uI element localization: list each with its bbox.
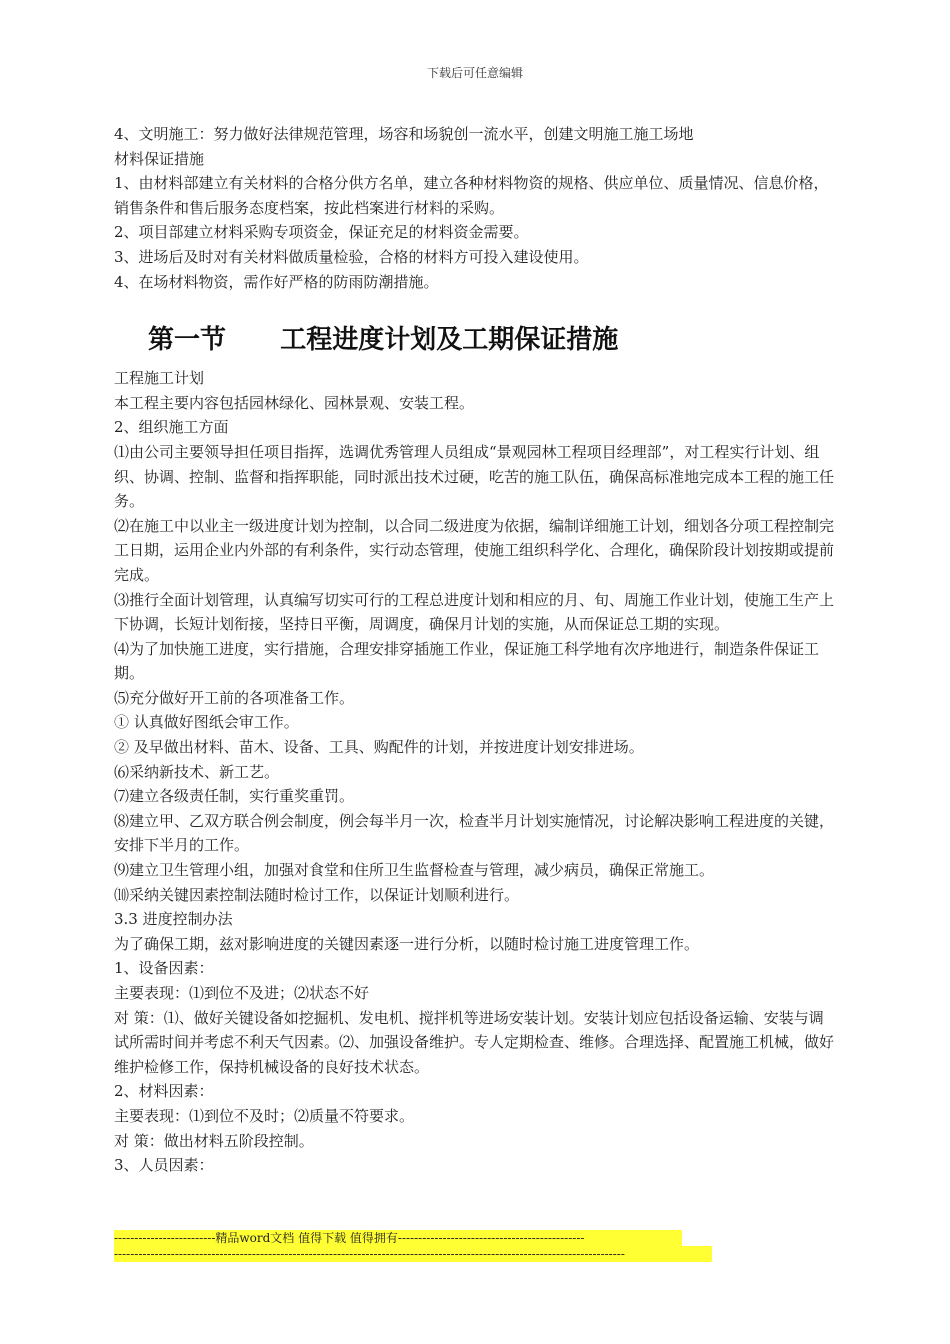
paragraph: ⑼建立卫生管理小组，加强对食堂和住所卫生监督检查与管理，减少病员，确保正常施工。 — [114, 861, 715, 880]
paragraph: 1、由材料部建立有关材料的合格分供方名单，建立各种材料物资的规格、供应单位、质量情况、信息价格，销售条件和售后服务态度档案，按此档案进行材料的采购。 — [114, 174, 829, 217]
paragraph: ⑵在施工中以业主一级进度计划为控制，以合同二级进度为依据，编制详细施工计划，细划各分项工程控制完工日期，运用企业内外部的有利条件，实行动态管理，使施工组织科学化、合理化，确保阶段计划按期或提前完成。 — [114, 516, 835, 584]
paragraph: ⑹采纳新技术、新工艺。 — [114, 762, 280, 781]
footer-line-2: ------------------------------------------------------------------------------------------------------------------------------ — [114, 1246, 712, 1262]
document-body — [114, 122, 838, 1178]
paragraph: 1、设备因素： — [114, 959, 214, 978]
paragraph: 4、文明施工：努力做好法律规范管理，场容和场貌创一流水平，创建文明施工施工场地 — [114, 125, 694, 143]
section-heading: 第一节 工程进度计划及工期保证措施 — [148, 325, 619, 356]
paragraph: 2、组织施工方面 — [114, 418, 229, 437]
paragraph: 2、材料因素： — [114, 1082, 214, 1101]
paragraph: 工程施工计划 — [114, 369, 205, 388]
paragraph: ⑺建立各级责任制，实行重奖重罚。 — [114, 787, 355, 806]
page-header-note: 下载后可任意编辑 — [426, 66, 523, 80]
paragraph: 对 策：做出材料五阶段控制。 — [114, 1131, 314, 1150]
paragraph: 为了确保工期，兹对影响进度的关键因素逐一进行分析，以随时检讨施工进度管理工作。 — [114, 934, 700, 953]
paragraph: 3、进场后及时对有关材料做质量检验，合格的材料方可投入建设使用。 — [114, 247, 589, 266]
paragraph: 主要表现：⑴到位不及进；⑵状态不好 — [114, 984, 370, 1002]
paragraph: 2、项目部建立材料采购专项资金，保证充足的材料资金需要。 — [114, 223, 529, 242]
paragraph: 3、人员因素： — [114, 1156, 214, 1175]
footer-line-1: -------------------------精品word文档 值得下载 值得拥有---------------------------------------------- — [114, 1230, 682, 1246]
paragraph: 主要表现：⑴到位不及时；⑵质量不符要求。 — [114, 1106, 415, 1125]
paragraph: ⑽采纳关键因素控制法随时检讨工作，以保证计划顺利进行。 — [114, 885, 520, 904]
paragraph: 对 策：⑴、做好关键设备如挖掘机、发电机、搅拌机等进场安装计划。安装计划应包括设备运输、安装与调试所需时间并考虑不利天气因素。⑵、加强设备维护。专人定期检查、维修。合理选择、配置施工机械，做好维护检修工作，保持机械设备的良好技术状态。 — [114, 1008, 835, 1076]
paragraph: ① 认真做好图纸会审工作。 — [114, 713, 299, 732]
paragraph: 材料保证措施 — [114, 149, 205, 168]
paragraph: 4、在场材料物资，需作好严格的防雨防潮措施。 — [114, 272, 439, 291]
paragraph: ⑻建立甲、乙双方联合例会制度，例会每半月一次，检查半月计划实施情况，讨论解决影响工程进度的关键，安排下半月的工作。 — [114, 811, 835, 855]
paragraph: 本工程主要内容包括园林绿化、园林景观、安装工程。 — [114, 393, 475, 412]
paragraph: ⑷为了加快施工进度，实行措施，合理安排穿插施工作业，保证施工科学地有次序地进行，制造条件保证工期。 — [114, 639, 820, 683]
paragraph: ② 及早做出材料、苗木、设备、工具、购配件的计划，并按进度计划安排进场。 — [114, 738, 644, 757]
paragraph: ⑸充分做好开工前的各项准备工作。 — [114, 688, 355, 707]
footer-banner — [114, 1230, 714, 1262]
paragraph: ⑶推行全面计划管理，认真编写切实可行的工程总进度计划和相应的月、旬、周施工作业计划，使施工生产上下协调，长短计划衔接，坚持日平衡，周调度，确保月计划的实施，从而保证总工期的实现。 — [114, 590, 835, 634]
paragraph: 3.3 进度控制办法 — [114, 910, 233, 929]
paragraph: ⑴由公司主要领导担任项目指挥，选调优秀管理人员组成“景观园林工程项目经理部”，对工程实行计划、组织、协调、控制、监督和指挥职能，同时派出技术过硬，吃苦的施工队伍，确保高标准地完成本工程的施工任务。 — [114, 442, 835, 511]
